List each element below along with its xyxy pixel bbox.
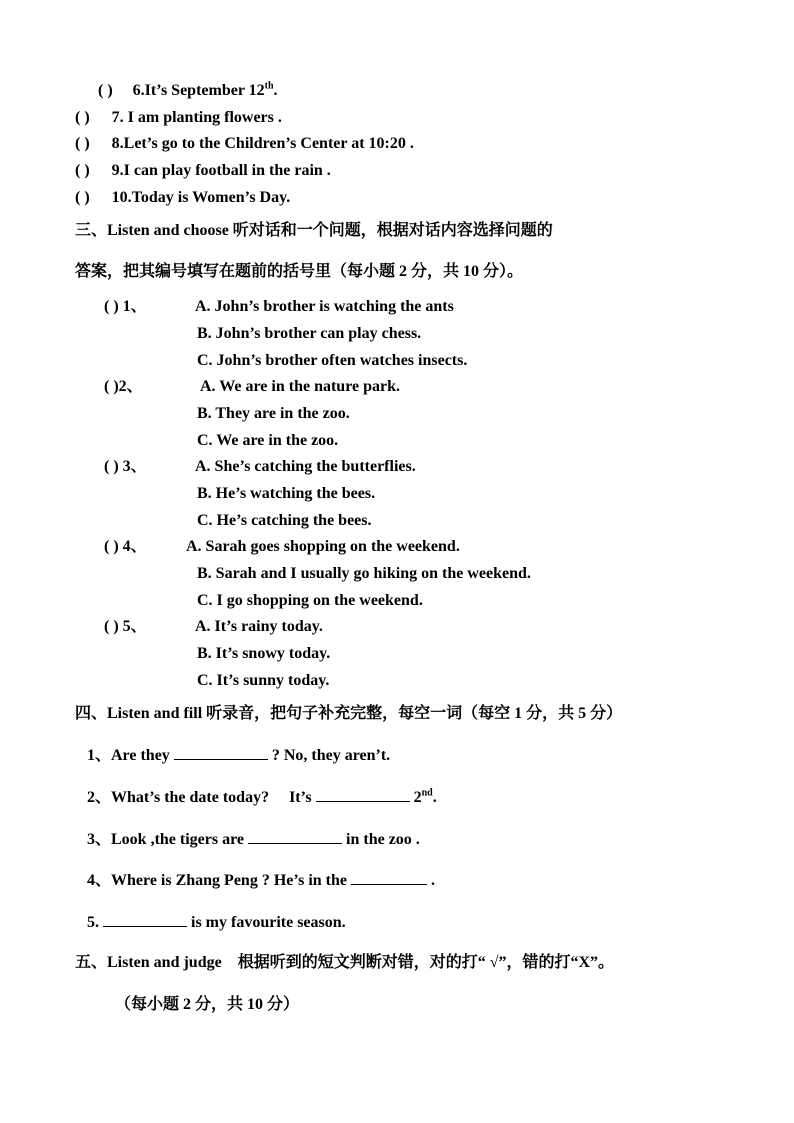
fill-item-4 (87, 870, 435, 891)
fill-text: . (432, 789, 437, 806)
fill-text: 4、Where is Zhang Peng ? He’s in the (87, 872, 352, 889)
answer-paren[interactable]: ( ) (75, 135, 90, 152)
answer-paren[interactable]: ( ) (98, 82, 113, 99)
section5-subheading: （每小题 2 分，共 10 分） (115, 996, 300, 1013)
choice-question-4-label[interactable]: ( ) 4、 (104, 538, 147, 555)
fill-blank[interactable] (248, 829, 342, 844)
judge-item-6 (98, 81, 278, 101)
item-text: Let’s go to the Children’s Center at 10:20 . (123, 135, 414, 152)
fill-blank[interactable] (174, 745, 268, 760)
choice-option: A. We are in the nature park. (200, 378, 401, 395)
ordinal-suffix: th (264, 80, 274, 92)
fill-text: in the zoo . (342, 831, 420, 848)
fill-item-1 (87, 745, 390, 766)
item-number: 9. (111, 162, 124, 179)
ordinal-suffix: nd (421, 787, 433, 799)
answer-paren[interactable]: ( ) (75, 189, 90, 206)
choice-option: A. John’s brother is watching the ants (195, 298, 454, 315)
choice-question-2-label[interactable]: ( )2、 (104, 378, 143, 395)
choice-option: A. Sarah goes shopping on the weekend. (186, 538, 460, 555)
choice-option: B. They are in the zoo. (197, 405, 350, 422)
item-text: I can play football in the rain . (123, 162, 331, 179)
judge-item-9 (75, 161, 331, 181)
section3-heading-cont: 答案，把其编号填写在题前的括号里（每小题 2 分，共 10 分）。 (75, 263, 524, 280)
fill-item-3 (87, 829, 420, 850)
choice-option: A. It’s rainy today. (195, 618, 323, 635)
fill-text: 1、Are they (87, 747, 174, 764)
choice-option: A. She’s catching the butterflies. (195, 458, 416, 475)
fill-text: ? No, they aren’t. (267, 747, 391, 764)
item-number: 8. (111, 135, 124, 152)
fill-text: 2、What’s the date today? It’s (87, 789, 316, 806)
answer-paren[interactable]: ( ) (75, 162, 90, 179)
judge-item-7 (75, 108, 282, 128)
fill-text: 2 (409, 789, 422, 806)
fill-blank[interactable] (316, 787, 410, 802)
fill-blank[interactable] (103, 912, 187, 927)
fill-blank[interactable] (351, 870, 427, 885)
choice-option: C. He’s catching the bees. (197, 512, 372, 529)
item-text: It’s September 12 (144, 82, 265, 99)
item-period: . (273, 82, 278, 99)
item-text: I am planting flowers . (123, 109, 282, 126)
choice-option: C. We are in the zoo. (197, 432, 339, 449)
choice-option: C. It’s sunny today. (197, 672, 330, 689)
item-number: 10. (111, 189, 132, 206)
choice-option: B. He’s watching the bees. (197, 485, 376, 502)
section5-heading: 五、Listen and judge 根据听到的短文判断对错，对的打“ √”，错的打“X”。 (75, 954, 615, 971)
judge-item-8 (75, 134, 414, 154)
choice-option: B. It’s snowy today. (197, 645, 331, 662)
fill-text: 3、Look ,the tigers are (87, 831, 249, 848)
section3-heading: 三、Listen and choose 听对话和一个问题，根据对话内容选择问题的 (75, 222, 553, 239)
fill-item-5 (87, 912, 346, 933)
item-text: Today is Women’s Day. (131, 189, 291, 206)
item-number: 6. (132, 82, 145, 99)
choice-option: C. John’s brother often watches insects. (197, 352, 468, 369)
answer-paren[interactable]: ( ) (75, 109, 90, 126)
judge-item-10 (75, 188, 290, 208)
choice-question-5-label[interactable]: ( ) 5、 (104, 618, 147, 635)
choice-option: C. I go shopping on the weekend. (197, 592, 423, 609)
item-number: 7. (111, 109, 124, 126)
fill-text: . (427, 872, 436, 889)
fill-text: 5. (87, 914, 103, 931)
fill-text: is my favourite season. (187, 914, 346, 931)
choice-option: B. John’s brother can play chess. (197, 325, 422, 342)
choice-option: B. Sarah and I usually go hiking on the weekend. (197, 565, 531, 582)
section4-heading: 四、Listen and fill 听录音，把句子补充完整，每空一词（每空 1 分，共 5 分） (75, 705, 623, 722)
choice-question-1-label[interactable]: ( ) 1、 (104, 298, 147, 315)
choice-question-3-label[interactable]: ( ) 3、 (104, 458, 147, 475)
fill-item-2 (87, 787, 437, 808)
